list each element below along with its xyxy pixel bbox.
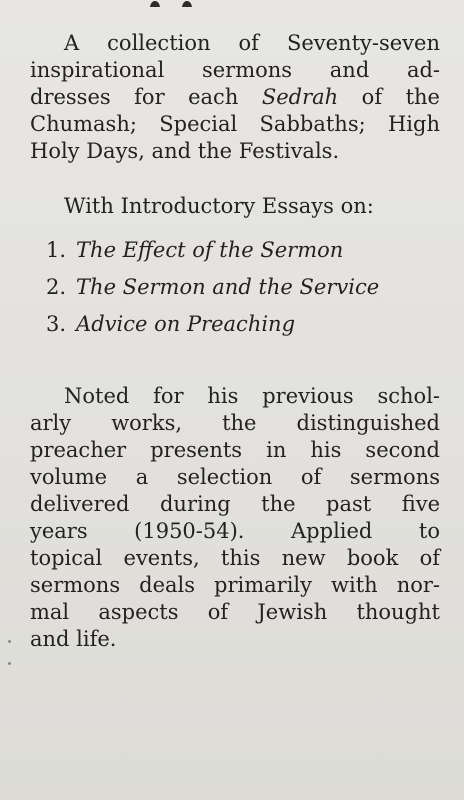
essay-title: The Sermon and the Service bbox=[76, 275, 380, 299]
description-line: arly works, the distinguished bbox=[30, 411, 440, 435]
description-line: Noted for his previous schol- bbox=[64, 384, 440, 408]
intro-paragraph bbox=[30, 30, 440, 165]
flap-text bbox=[30, 30, 440, 653]
essay-title: Advice on Preaching bbox=[76, 312, 296, 336]
description-line: delivered during the past five bbox=[30, 492, 440, 516]
intro-line: inspirational sermons and ad- bbox=[30, 58, 440, 82]
paper-speck bbox=[8, 662, 11, 665]
essay-item bbox=[46, 306, 440, 343]
intro-line: A collection of Seventy-seven bbox=[64, 31, 440, 55]
description-line: preacher presents in his second bbox=[30, 438, 440, 462]
description-line: and life. bbox=[30, 627, 117, 651]
description-line: mal aspects of Jewish thought bbox=[30, 600, 440, 624]
essay-item bbox=[46, 269, 440, 306]
essay-number: 1. bbox=[46, 238, 67, 262]
intro-line: Chumash; Special Sabbaths; High bbox=[30, 112, 440, 136]
intro-text: dresses for each bbox=[30, 85, 262, 109]
description-line: sermons deals primarily with nor- bbox=[30, 573, 440, 597]
intro-line: Holy Days, and the Festivals. bbox=[30, 139, 340, 163]
intro-text: of the bbox=[338, 85, 440, 109]
essay-item bbox=[46, 232, 440, 269]
essay-number: 2. bbox=[46, 275, 67, 299]
essay-title: The Effect of the Sermon bbox=[76, 238, 344, 262]
description-line: topical events, this new book of bbox=[30, 546, 440, 570]
sedrah-term: Sedrah bbox=[261, 85, 339, 109]
description-paragraph bbox=[30, 383, 440, 653]
intro-line bbox=[30, 84, 440, 111]
description-line: years (1950-54). Applied to bbox=[30, 519, 440, 543]
paper-speck bbox=[8, 640, 11, 643]
essays-heading: With Introductory Essays on: bbox=[64, 194, 374, 218]
description-line: volume a selection of sermons bbox=[30, 465, 440, 489]
essays-list bbox=[30, 232, 440, 343]
essay-number: 3. bbox=[46, 312, 67, 336]
top-edge-fragment bbox=[150, 0, 230, 7]
